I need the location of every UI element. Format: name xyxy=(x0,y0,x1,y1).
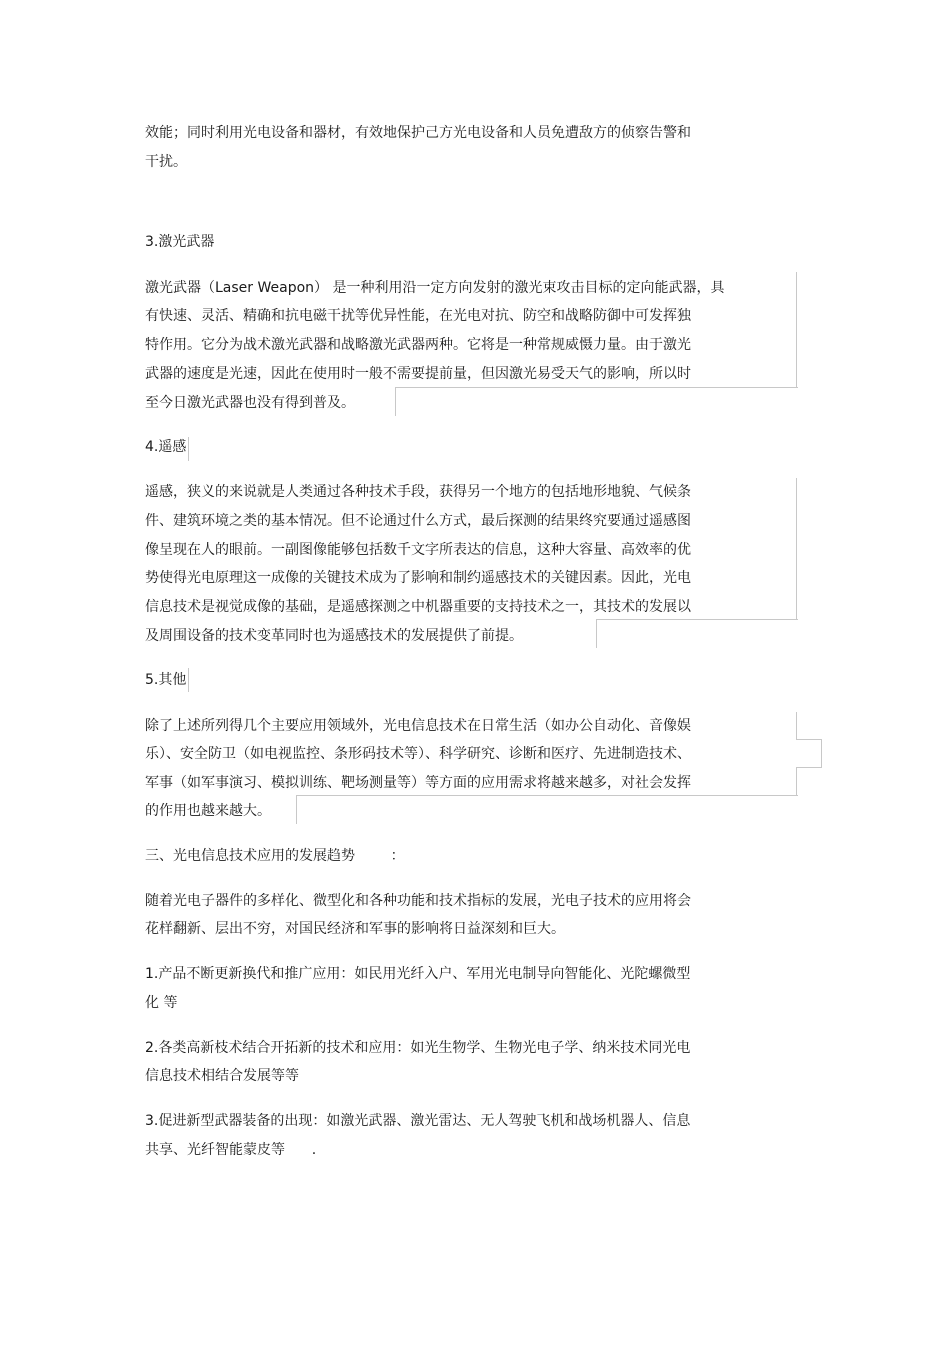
paragraph-line: 有快速、灵活、精确和抗电磁干扰等优异性能，在光电对抗、防空和战略防御中可发挥独 xyxy=(145,308,691,324)
frame-line xyxy=(796,712,797,739)
paragraph-line: 的作用也越来越大。 xyxy=(145,803,271,819)
paragraph-line: 像呈现在人的眼前。一副图像能够包括数千文字所表达的信息，这种大容量、高效率的优 xyxy=(145,542,691,558)
paragraph-line: 花样翻新、层出不穷，对国民经济和军事的影响将日益深刻和巨大。 xyxy=(145,921,565,937)
paragraph-line: 效能；同时利用光电设备和器材，有效地保护己方光电设备和人员免遭敌方的侦察告警和 xyxy=(145,125,691,141)
paragraph-line: 随着光电子器件的多样化、微型化和各种功能和技术指标的发展，光电子技术的应用将会 xyxy=(145,893,691,909)
paragraph-line: 激光武器（Laser Weapon） 是一种利用沿一定方向发射的激光束攻击目标的定向能武器，具 xyxy=(145,280,725,296)
paragraph-line: 信息技术是视觉成像的基础，是遥感探测之中机器重要的支持技术之一，其技术的发展以 xyxy=(145,599,691,615)
paragraph-line: 乐）、安全防卫（如电视监控、条形码技术等）、科学研究、诊断和医疗、先进制造技术、 xyxy=(145,746,691,762)
list-item-line: 化 等 xyxy=(145,995,178,1011)
paragraph-line: 干扰。 xyxy=(145,154,187,170)
paragraph-line: 军事（如军事演习、模拟训练、靶场测量等）等方面的应用需求将越来越多，对社会发挥 xyxy=(145,775,691,791)
paragraph-line: 除了上述所列得几个主要应用领域外，光电信息技术在日常生活（如办公自动化、音像娱 xyxy=(145,718,691,734)
paragraph-line: 件、建筑环境之类的基本情况。但不论通过什么方式，最后探测的结果终究要通过遥感图 xyxy=(145,513,691,529)
frame-line xyxy=(188,437,189,461)
frame-line xyxy=(296,795,798,824)
frame-line xyxy=(395,387,798,416)
section-heading: 4.遥感 xyxy=(145,439,187,455)
paragraph-line: 武器的速度是光速，因此在使用时一般不需要提前量，但因激光易受天气的影响，所以时 xyxy=(145,366,691,382)
list-item-line: 1.产品不断更新换代和推广应用：如民用光纤入户、军用光电制导向智能化、光陀螺微型 xyxy=(145,966,691,982)
section-heading: 3.激光武器 xyxy=(145,234,215,250)
paragraph-line: 至今日激光武器也没有得到普及。 xyxy=(145,395,355,411)
paragraph-line: 势使得光电原理这一成像的关键技术成为了影响和制约遥感技术的关键因素。因此，光电 xyxy=(145,570,691,586)
frame-line xyxy=(188,668,189,692)
paragraph-line: 遥感，狭义的来说就是人类通过各种技术手段，获得另一个地方的包括地形地貌、气候条 xyxy=(145,484,691,500)
frame-line xyxy=(596,619,798,648)
list-item-line: 2.各类高新枝术结合开拓新的技术和应用：如光生物学、生物光电子学、纳米技术同光电 xyxy=(145,1040,691,1056)
frame-line xyxy=(796,739,822,768)
list-item-line: 3.促进新型武器装备的出现：如激光武器、激光雷达、无人驾驶飞机和战场机器人、信息 xyxy=(145,1113,691,1129)
list-item-line: 共享、光纤智能蒙皮等 . xyxy=(145,1142,317,1158)
section-heading: 三、光电信息技术应用的发展趋势 ： xyxy=(145,848,405,864)
frame-line xyxy=(796,478,797,620)
frame-line xyxy=(796,272,797,388)
frame-line xyxy=(796,767,797,795)
paragraph-line: 及周围设备的技术变革同时也为遥感技术的发展提供了前提。 xyxy=(145,628,523,644)
section-heading: 5.其他 xyxy=(145,672,187,688)
list-item-line: 信息技术相结合发展等等 xyxy=(145,1068,299,1084)
paragraph-line: 特作用。它分为战术激光武器和战略激光武器两种。它将是一种常规威慑力量。由于激光 xyxy=(145,337,691,353)
